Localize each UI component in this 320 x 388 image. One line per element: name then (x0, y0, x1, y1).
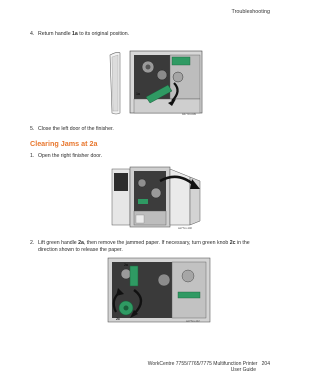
product-name: WorkCentre 7755/7765/7775 Multifunction Printer (147, 361, 258, 367)
figure-handle-2a-knob-2c (104, 256, 214, 325)
step-text: Lift green handle 2a, then remove the jammed paper. If necessary, turn green knob 2c in the direction shown to release the paper. (38, 240, 250, 253)
step-text: Close the left door of the finisher. (38, 126, 114, 132)
page-footer (148, 361, 270, 374)
section-heading: Clearing Jams at 2a (30, 139, 98, 148)
step-number: 1. (30, 153, 35, 159)
figure-open-right-door (108, 163, 210, 232)
footer-line-2 (148, 367, 256, 373)
step-text: Open the right finisher door. (38, 153, 103, 159)
callout-2c: 2c (116, 317, 120, 321)
figure-id: wc77xx-099 (182, 113, 196, 116)
figure-id: wc77xx-112 (186, 320, 200, 323)
step-number: 5. (30, 126, 35, 132)
step-number: 2. (30, 240, 35, 246)
page-number: 204 (261, 361, 270, 367)
guide-name: User Guide (230, 367, 256, 374)
figure-return-handle-1a (108, 47, 210, 118)
running-header: Troubleshooting (231, 9, 270, 15)
callout-2a: 2a (124, 263, 128, 267)
figure-id: wc77xx-140 (178, 227, 192, 230)
step-text: Return handle 1a to its original position. (38, 31, 130, 37)
step-number: 4. (30, 31, 35, 37)
callout-1a: 1a (136, 92, 140, 96)
